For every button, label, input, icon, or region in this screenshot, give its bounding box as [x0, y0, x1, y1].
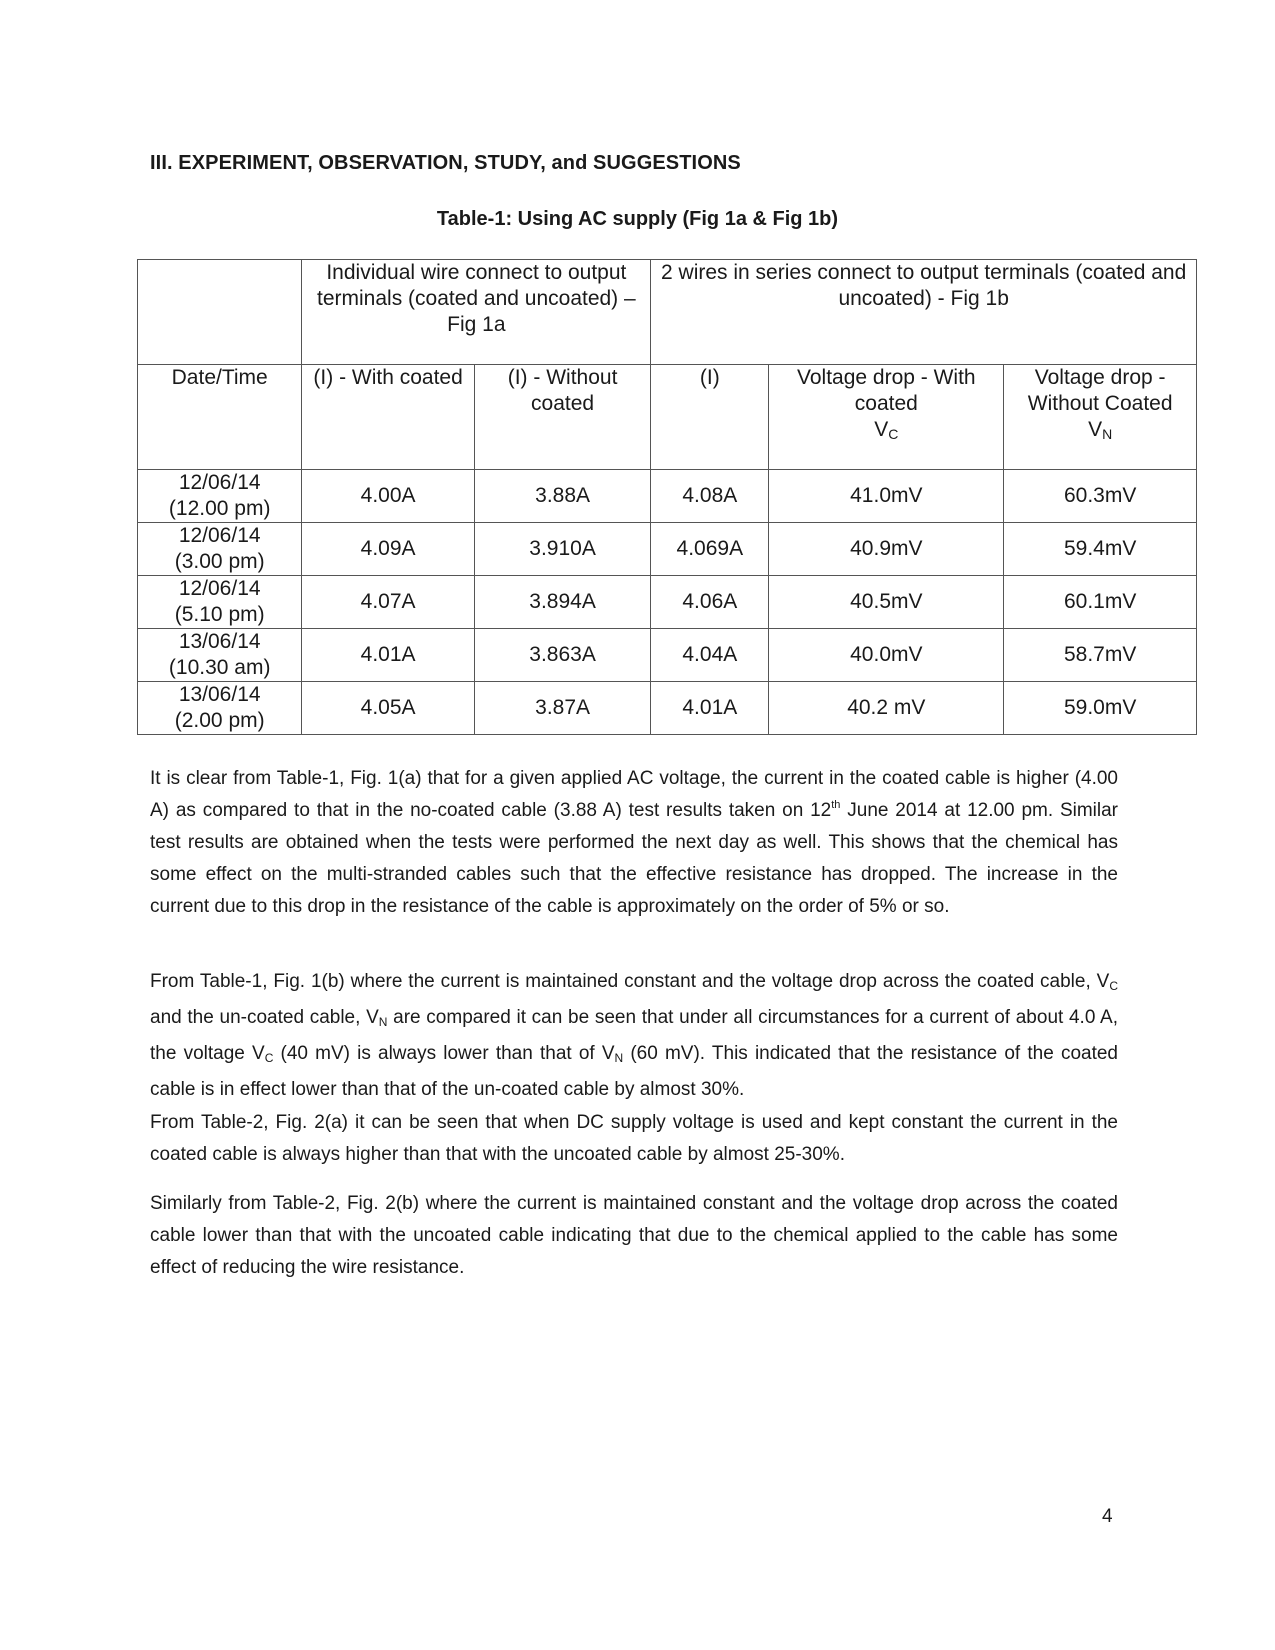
cell-voltage-with-coated: 40.5mV [769, 576, 1004, 629]
symbol-vc: $V_C$ [874, 418, 899, 442]
cell-current-with-coated: 4.07A [302, 576, 474, 629]
results-table [137, 259, 1197, 735]
cell-voltage-with-coated: 41.0mV [769, 470, 1004, 523]
cell-current-series: 4.069A [651, 523, 769, 576]
cell-voltage-without-coated: 60.3mV [1004, 470, 1197, 523]
table-row [138, 576, 1197, 629]
table-row [138, 523, 1197, 576]
cell-current-series: 4.08A [651, 470, 769, 523]
col-header-voltage-drop-without-label: Voltage drop - Without Coated [1027, 366, 1173, 415]
col-header-voltage-drop-without-coated [1004, 365, 1197, 470]
cell-current-without-coated: 3.894A [474, 576, 650, 629]
cell-current-without-coated: 3.910A [474, 523, 650, 576]
cell-current-series: 4.06A [651, 576, 769, 629]
page-number: 4 [1102, 1506, 1113, 1527]
col-header-current-without-coated: (I) - Without coated [474, 365, 650, 470]
section-heading: III. EXPERIMENT, OBSERVATION, STUDY, and SUGGESTIONS [150, 152, 741, 174]
cell-voltage-without-coated: 60.1mV [1004, 576, 1197, 629]
col-header-current-series: (I) [651, 365, 769, 470]
cell-voltage-with-coated: 40.0mV [769, 629, 1004, 682]
cell-datetime: 13/06/14 (2.00 pm) [138, 682, 302, 735]
cell-voltage-with-coated: 40.2 mV [769, 682, 1004, 735]
cell-current-with-coated: 4.01A [302, 629, 474, 682]
table-group-header-row [138, 260, 1197, 365]
table-row [138, 629, 1197, 682]
cell-current-with-coated: 4.09A [302, 523, 474, 576]
cell-current-series: 4.04A [651, 629, 769, 682]
col-header-current-with-coated: (I) - With coated [302, 365, 474, 470]
paragraph-ac-voltage-drop: From Table-1, Fig. 1(b) where the current is maintained constant and the voltage drop across the coated cable, $V_C$ and the un-coated cable, $V_N$ are compared it can be seen that under all circumstances for a current of about 4.0 A, the voltage $V_C$ (40 mV) is always lower than that of $V_N$ (60 mV). This indicated that the resistance of the coated cable is in effect lower than that of the un-coated cable by almost 30%. [150, 971, 1118, 1100]
cell-current-with-coated: 4.00A [302, 470, 474, 523]
cell-voltage-with-coated: 40.9mV [769, 523, 1004, 576]
cell-current-series: 4.01A [651, 682, 769, 735]
paragraph-ac-current: It is clear from Table-1, Fig. 1(a) that for a given applied AC voltage, the current in the coated cable is higher (4.00 A) as compared to that in the no-coated cable (3.88 A) test results taken on 12th June 2014 at 12.00 pm. Similar test results are obtained when the tests were performed the next day as well. This shows that the chemical has some effect on the multi-stranded cables such that the effective resistance has dropped. The increase in the current due to this drop in the resistance of the cable is approximately on the order of 5% or so. [150, 768, 1119, 917]
cell-datetime: 12/06/14 (12.00 pm) [138, 470, 302, 523]
cell-current-without-coated: 3.863A [474, 629, 650, 682]
cell-current-without-coated: 3.88A [474, 470, 650, 523]
cell-current-with-coated: 4.05A [302, 682, 474, 735]
paragraph-dc-current: From Table-2, Fig. 2(a) it can be seen that when DC supply voltage is used and kept constant the current in the coated cable is always higher than that with the uncoated cable by almost 25-30%. [150, 1112, 1118, 1165]
cell-datetime: 12/06/14 (3.00 pm) [138, 523, 302, 576]
cell-voltage-without-coated: 59.4mV [1004, 523, 1197, 576]
group-header-fig1a: Individual wire connect to output terminals (coated and uncoated) – Fig 1a [302, 260, 651, 365]
symbol-vn: $V_N$ [1088, 418, 1113, 442]
col-header-voltage-drop-with-coated [769, 365, 1004, 470]
table-row [138, 682, 1197, 735]
table-column-header-row [138, 365, 1197, 470]
col-header-voltage-drop-with-label: Voltage drop - With coated [797, 366, 976, 415]
paragraph-dc-voltage-drop: Similarly from Table-2, Fig. 2(b) where the current is maintained constant and the voltage drop across the coated cable lower than that with the uncoated cable indicating that due to the chemical applied to the cable has some effect of reducing the wire resistance. [150, 1193, 1118, 1278]
table-row [138, 470, 1197, 523]
cell-voltage-without-coated: 59.0mV [1004, 682, 1197, 735]
table-caption: Table-1: Using AC supply (Fig 1a & Fig 1b) [436, 208, 839, 230]
col-header-datetime: Date/Time [138, 365, 302, 470]
cell-current-without-coated: 3.87A [474, 682, 650, 735]
cell-voltage-without-coated: 58.7mV [1004, 629, 1197, 682]
table-corner-cell [138, 260, 302, 365]
group-header-fig1b: 2 wires in series connect to output terminals (coated and uncoated) - Fig 1b [651, 260, 1197, 365]
cell-datetime: 12/06/14 (5.10 pm) [138, 576, 302, 629]
cell-datetime: 13/06/14 (10.30 am) [138, 629, 302, 682]
